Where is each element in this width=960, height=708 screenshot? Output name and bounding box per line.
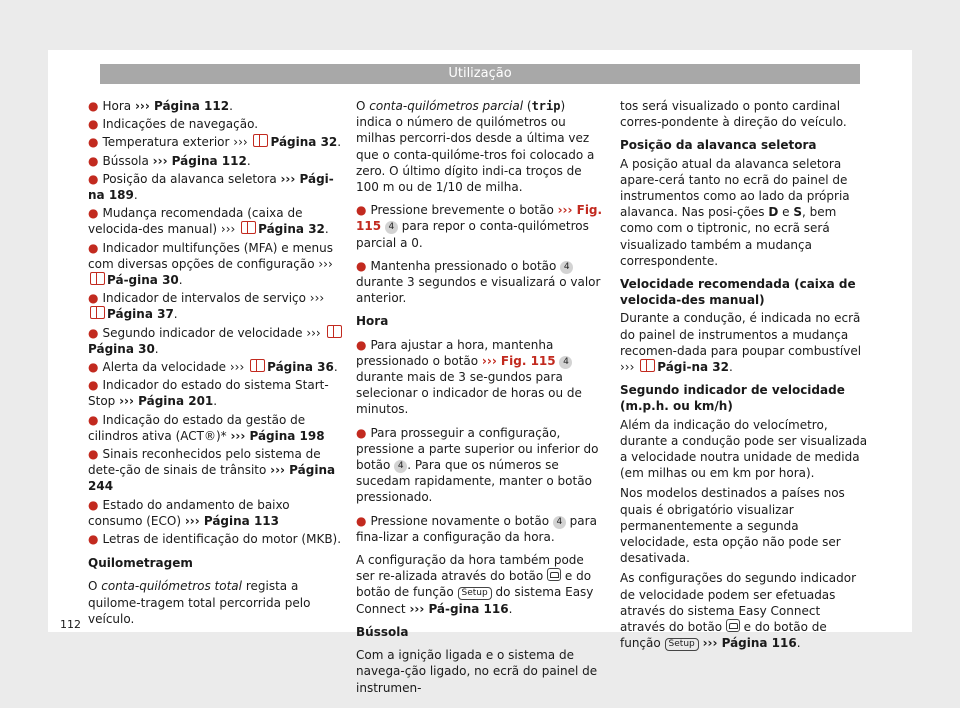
list-item: ● Temperatura exterior ››› Página 32. bbox=[88, 135, 342, 150]
heading-hora: Hora bbox=[356, 314, 389, 329]
book-icon bbox=[253, 134, 268, 147]
page-reference[interactable]: Página 32 bbox=[258, 222, 325, 237]
heading-bussola: Bússola bbox=[356, 624, 409, 639]
page-reference[interactable]: ››› Página 112 bbox=[152, 153, 247, 168]
list-item: ● Hora ››› Página 112. bbox=[88, 99, 233, 113]
list-item: ● Segundo indicador de velocidade ››› Página 30. bbox=[88, 325, 344, 357]
page-reference[interactable]: Pági-na 32 bbox=[657, 360, 729, 375]
list-item: ● Alerta da velocidade ››› Página 36. bbox=[88, 360, 338, 375]
book-icon bbox=[640, 359, 655, 372]
list-item: ● Indicador multifunções (MFA) e menus com diversas opções de configuração ››› Pá-gina 30. bbox=[88, 240, 334, 288]
section-header: Utilização bbox=[100, 64, 860, 84]
page-reference[interactable]: ››› Página 116 bbox=[702, 636, 797, 651]
paragraph: A posição atual da alavanca seletora apare-cerá tanto no ecrã do painel de instrumentos como ao lado da própria alavanca. Nas posi-ções D e S, bem como com o tiptronic, no ecrã será visualizado também a mudança correspondente. bbox=[620, 156, 850, 268]
book-icon bbox=[90, 272, 105, 285]
car-key-icon bbox=[547, 568, 561, 581]
page-reference[interactable]: ››› Página 198 bbox=[230, 428, 325, 443]
list-item: ● Indicações de navegação. bbox=[88, 117, 259, 132]
column-left bbox=[88, 98, 344, 634]
paragraph: A configuração da hora também pode ser re-alizada através do botão e do botão de função Setup do sistema Easy Connect ››› Pá-gina 116. bbox=[356, 553, 594, 616]
page-reference[interactable]: Pá-gina 30 bbox=[107, 273, 179, 288]
page-number: 112 bbox=[60, 618, 81, 631]
heading-quilometragem: Quilometragem bbox=[88, 556, 193, 571]
list-item: ● Pressione brevemente o botão ››› Fig. 115 4 para repor o conta-quilómetros parcial a 0. bbox=[356, 203, 603, 250]
list-item: ● Mantenha pressionado o botão 4 durante 3 segundos e visualizará o valor anterior. bbox=[356, 258, 601, 306]
book-icon bbox=[241, 221, 256, 234]
column-middle bbox=[356, 98, 604, 703]
list-item: ● Para prosseguir a configuração, pressione a parte superior ou inferior do botão 4 . Para que os números se sucedam rapidamente, manter o botão pressionado. bbox=[356, 425, 599, 505]
paragraph: tos será visualizado o ponto cardinal corres-pondente à direção do veículo. bbox=[620, 99, 847, 130]
list-item: ● Sinais reconhecidos pelo sistema de dete-ção de sinais de trânsito ››› Página 244 bbox=[88, 447, 336, 494]
setup-key: Setup bbox=[665, 638, 699, 651]
book-icon bbox=[250, 359, 265, 372]
list-item: ● Indicador do estado do sistema Start-Stop ››› Página 201. bbox=[88, 378, 329, 409]
paragraph: Durante a condução, é indicada no ecrã do painel de instrumentos a mudança recomen-dada para poupar combustível ››› Pági-na 32. bbox=[620, 311, 862, 375]
paragraph: O conta-quilómetros total regista a quilome-tragem total percorrida pelo veículo. bbox=[88, 579, 311, 626]
column-right bbox=[620, 98, 868, 659]
paragraph: Com a ignição ligada e o sistema de navega-ção ligado, no ecrã do painel de instrumen- bbox=[356, 648, 598, 695]
list-item: ● Indicação do estado da gestão de cilindros ativa (ACT®)* ››› Página 198 bbox=[88, 412, 325, 443]
list-item: ● Estado do andamento de baixo consumo (ECO) ››› Página 113 bbox=[88, 497, 290, 528]
setup-key: Setup bbox=[458, 587, 492, 600]
heading-segundo-indicador: Segundo indicador de velocidade (m.p.h. ou km/h) bbox=[620, 383, 845, 414]
list-item: ● Posição da alavanca seletora ››› Pági-na 189. bbox=[88, 171, 334, 203]
page-reference[interactable]: Página 36 bbox=[267, 360, 334, 375]
book-icon bbox=[90, 306, 105, 319]
callout-number: 4 bbox=[394, 460, 407, 473]
page-reference[interactable]: ››› Página 201 bbox=[119, 394, 214, 409]
figure-reference[interactable]: ››› Fig. 115 bbox=[356, 203, 603, 234]
list-item: ● Pressione novamente o botão 4 para fina-lizar a configuração da hora. bbox=[356, 513, 597, 544]
page-reference[interactable]: ››› Página 113 bbox=[184, 513, 279, 528]
list-item: ● Para ajustar a hora, mantenha pressionado o botão ››› Fig. 115 4 durante mais de 3 se-gundos para selecionar o indicador de horas ou de minutos. bbox=[356, 337, 582, 417]
callout-number: 4 bbox=[553, 516, 566, 529]
callout-number: 4 bbox=[559, 356, 572, 369]
page-reference[interactable]: ››› Pági-na 189 bbox=[88, 171, 334, 203]
page-reference[interactable]: ››› Pá-gina 116 bbox=[409, 601, 509, 616]
page-reference[interactable]: Página 37 bbox=[107, 307, 174, 322]
page-reference[interactable]: Página 30 bbox=[88, 341, 155, 356]
paragraph: Além da indicação do velocímetro, durante a condução pode ser visualizada a velocidade noutra unidade de medida (em milhas ou em km por hora). bbox=[620, 417, 868, 481]
page-reference[interactable]: ››› Página 112 bbox=[134, 99, 230, 113]
list-item: ● Indicador de intervalos de serviço ››› Página 37. bbox=[88, 291, 325, 322]
paragraph: Nos modelos destinados a países nos quais é obrigatório visualizar permanentemente a segunda velocidade, esta opção não pode ser desativada. bbox=[620, 486, 845, 566]
list-item: ● Mudança recomendada (caixa de velocida-des manual) ››› Página 32. bbox=[88, 206, 329, 237]
page-reference[interactable]: Página 32 bbox=[270, 135, 338, 150]
list-item: ● Letras de identificação do motor (MKB). bbox=[88, 532, 342, 547]
heading-alavanca: Posição da alavanca seletora bbox=[620, 138, 817, 153]
callout-number: 4 bbox=[560, 261, 573, 274]
paragraph: As configurações do segundo indicador de velocidade podem ser efetuadas através do sistema Easy Connect através do botão e do botão de função Setup ››› Página 116. bbox=[620, 571, 857, 651]
book-icon bbox=[327, 325, 342, 338]
callout-number: 4 bbox=[385, 221, 398, 234]
figure-reference[interactable]: ››› Fig. 115 bbox=[481, 353, 556, 368]
paragraph: O conta-quilómetros parcial (trip) indica o número de quilómetros ou milhas percorri-dos desde a última vez que o conta-quilóme-tros foi colocado a zero. O último dígito indi-ca troços de 100 m ou de 1/10 de milha. bbox=[356, 99, 595, 195]
car-key-icon bbox=[726, 619, 740, 632]
heading-velocidade-recomendada: Velocidade recomendada (caixa de velocida-des manual) bbox=[620, 277, 856, 308]
list-item: ● Bússola ››› Página 112. bbox=[88, 153, 251, 168]
page-reference[interactable]: ››› Página 244 bbox=[88, 463, 336, 494]
